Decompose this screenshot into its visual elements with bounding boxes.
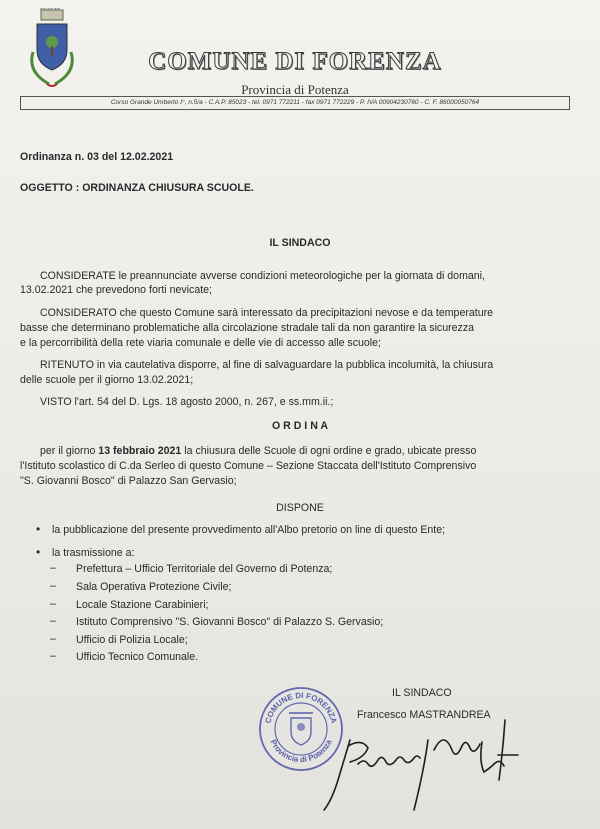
considerato-line-1: CONSIDERATO che questo Comune sarà interessato da precipitazioni nevose e da temperature xyxy=(40,307,494,319)
signature-name: Francesco MASTRANDREA xyxy=(357,709,491,721)
recipient-item: Locale Stazione Carabinieri; xyxy=(76,599,209,611)
stamp-text-top: COMUNE DI FORENZA xyxy=(263,690,339,725)
recipient-item: Istituto Comprensivo "S. Giovanni Bosco" di Palazzo S. Gervasio; xyxy=(76,616,384,628)
considerate-line-1: CONSIDERATE le preannunciate avverse condizioni meteorologiche per la giornata di domani, xyxy=(40,270,485,282)
signature-role: IL SINDACO xyxy=(392,687,452,699)
address-bar: Corso Grande Umberto I°, n.5/a - C.A.P. 85023 - tel. 0971 772211 - fax 0971 772229 - P. IVA 00904230760 - C. F. 86000050764 xyxy=(20,96,570,110)
ordinance-reference: Ordinanza n. 03 del 12.02.2021 xyxy=(20,151,174,163)
dash-marker: – xyxy=(50,615,56,627)
considerate-line-2: 13.02.2021 che prevedono forti nevicate; xyxy=(20,284,213,296)
ordina-line-3: "S. Giovanni Bosco" di Palazzo San Gervasio; xyxy=(20,475,237,487)
ordina-post-text: la chiusura delle Scuole di ogni ordine e grado, ubicate presso xyxy=(181,445,477,457)
recipient-item: Ufficio di Polizia Locale; xyxy=(76,634,188,646)
recipient-item: Prefettura – Ufficio Territoriale del Governo di Potenza; xyxy=(76,563,333,575)
ritenuto-line-2: delle scuole per il giorno 13.02.2021; xyxy=(20,374,194,386)
stamp-text-bottom: Provincia di Potenza xyxy=(268,738,334,765)
considerato-line-2: basse che determinano problematiche alla circolazione stradale tali da non garantire la sicurezza xyxy=(20,322,475,334)
bullet-publication: la pubblicazione del presente provvedimento all'Albo pretorio on line di questo Ente; xyxy=(52,524,446,536)
ordina-date: 13 febbraio 2021 xyxy=(98,445,182,457)
bullet-marker: • xyxy=(36,522,41,536)
ordina-line-1 xyxy=(40,444,476,459)
considerato-line-3: e la percorribilità della rete viaria comunale e delle vie di accesso alle scuole; xyxy=(20,337,381,349)
handwritten-signature xyxy=(300,700,600,829)
dash-marker: – xyxy=(50,562,56,574)
ordina-pre-text: per il giorno xyxy=(40,445,99,457)
dash-marker: – xyxy=(50,580,56,592)
municipality-title: COMUNE DI FORENZA xyxy=(148,48,442,75)
recipient-item: Sala Operativa Protezione Civile; xyxy=(76,581,232,593)
bullet-marker: • xyxy=(36,545,41,559)
ordinance-subject: OGGETTO : ORDINANZA CHIUSURA SCUOLE. xyxy=(20,182,254,194)
issuer-heading: IL SINDACO xyxy=(269,237,331,249)
ordina-heading: O R D I N A xyxy=(271,420,329,432)
province-subtitle: Provincia di Potenza xyxy=(241,82,349,97)
ordina-line-2: l'Istituto scolastico di C.da Serleo di questo Comune – Sezione Staccata dell'Istituto Comprensivo xyxy=(20,460,477,472)
recipient-item: Ufficio Tecnico Comunale. xyxy=(76,651,199,663)
dash-marker: – xyxy=(50,633,56,645)
bullet-transmission: la trasmissione a: xyxy=(52,547,135,559)
dash-marker: – xyxy=(50,650,56,662)
ritenuto-line-1: RITENUTO in via cautelativa disporre, al fine di salvaguardare la pubblica incolumità, la chiusura xyxy=(40,359,494,371)
municipal-crest-logo xyxy=(27,8,77,92)
dispone-heading: DISPONE xyxy=(276,502,324,514)
visto-line: VISTO l'art. 54 del D. Lgs. 18 agosto 2000, n. 267, e ss.mm.ii.; xyxy=(40,396,334,408)
dash-marker: – xyxy=(50,598,56,610)
